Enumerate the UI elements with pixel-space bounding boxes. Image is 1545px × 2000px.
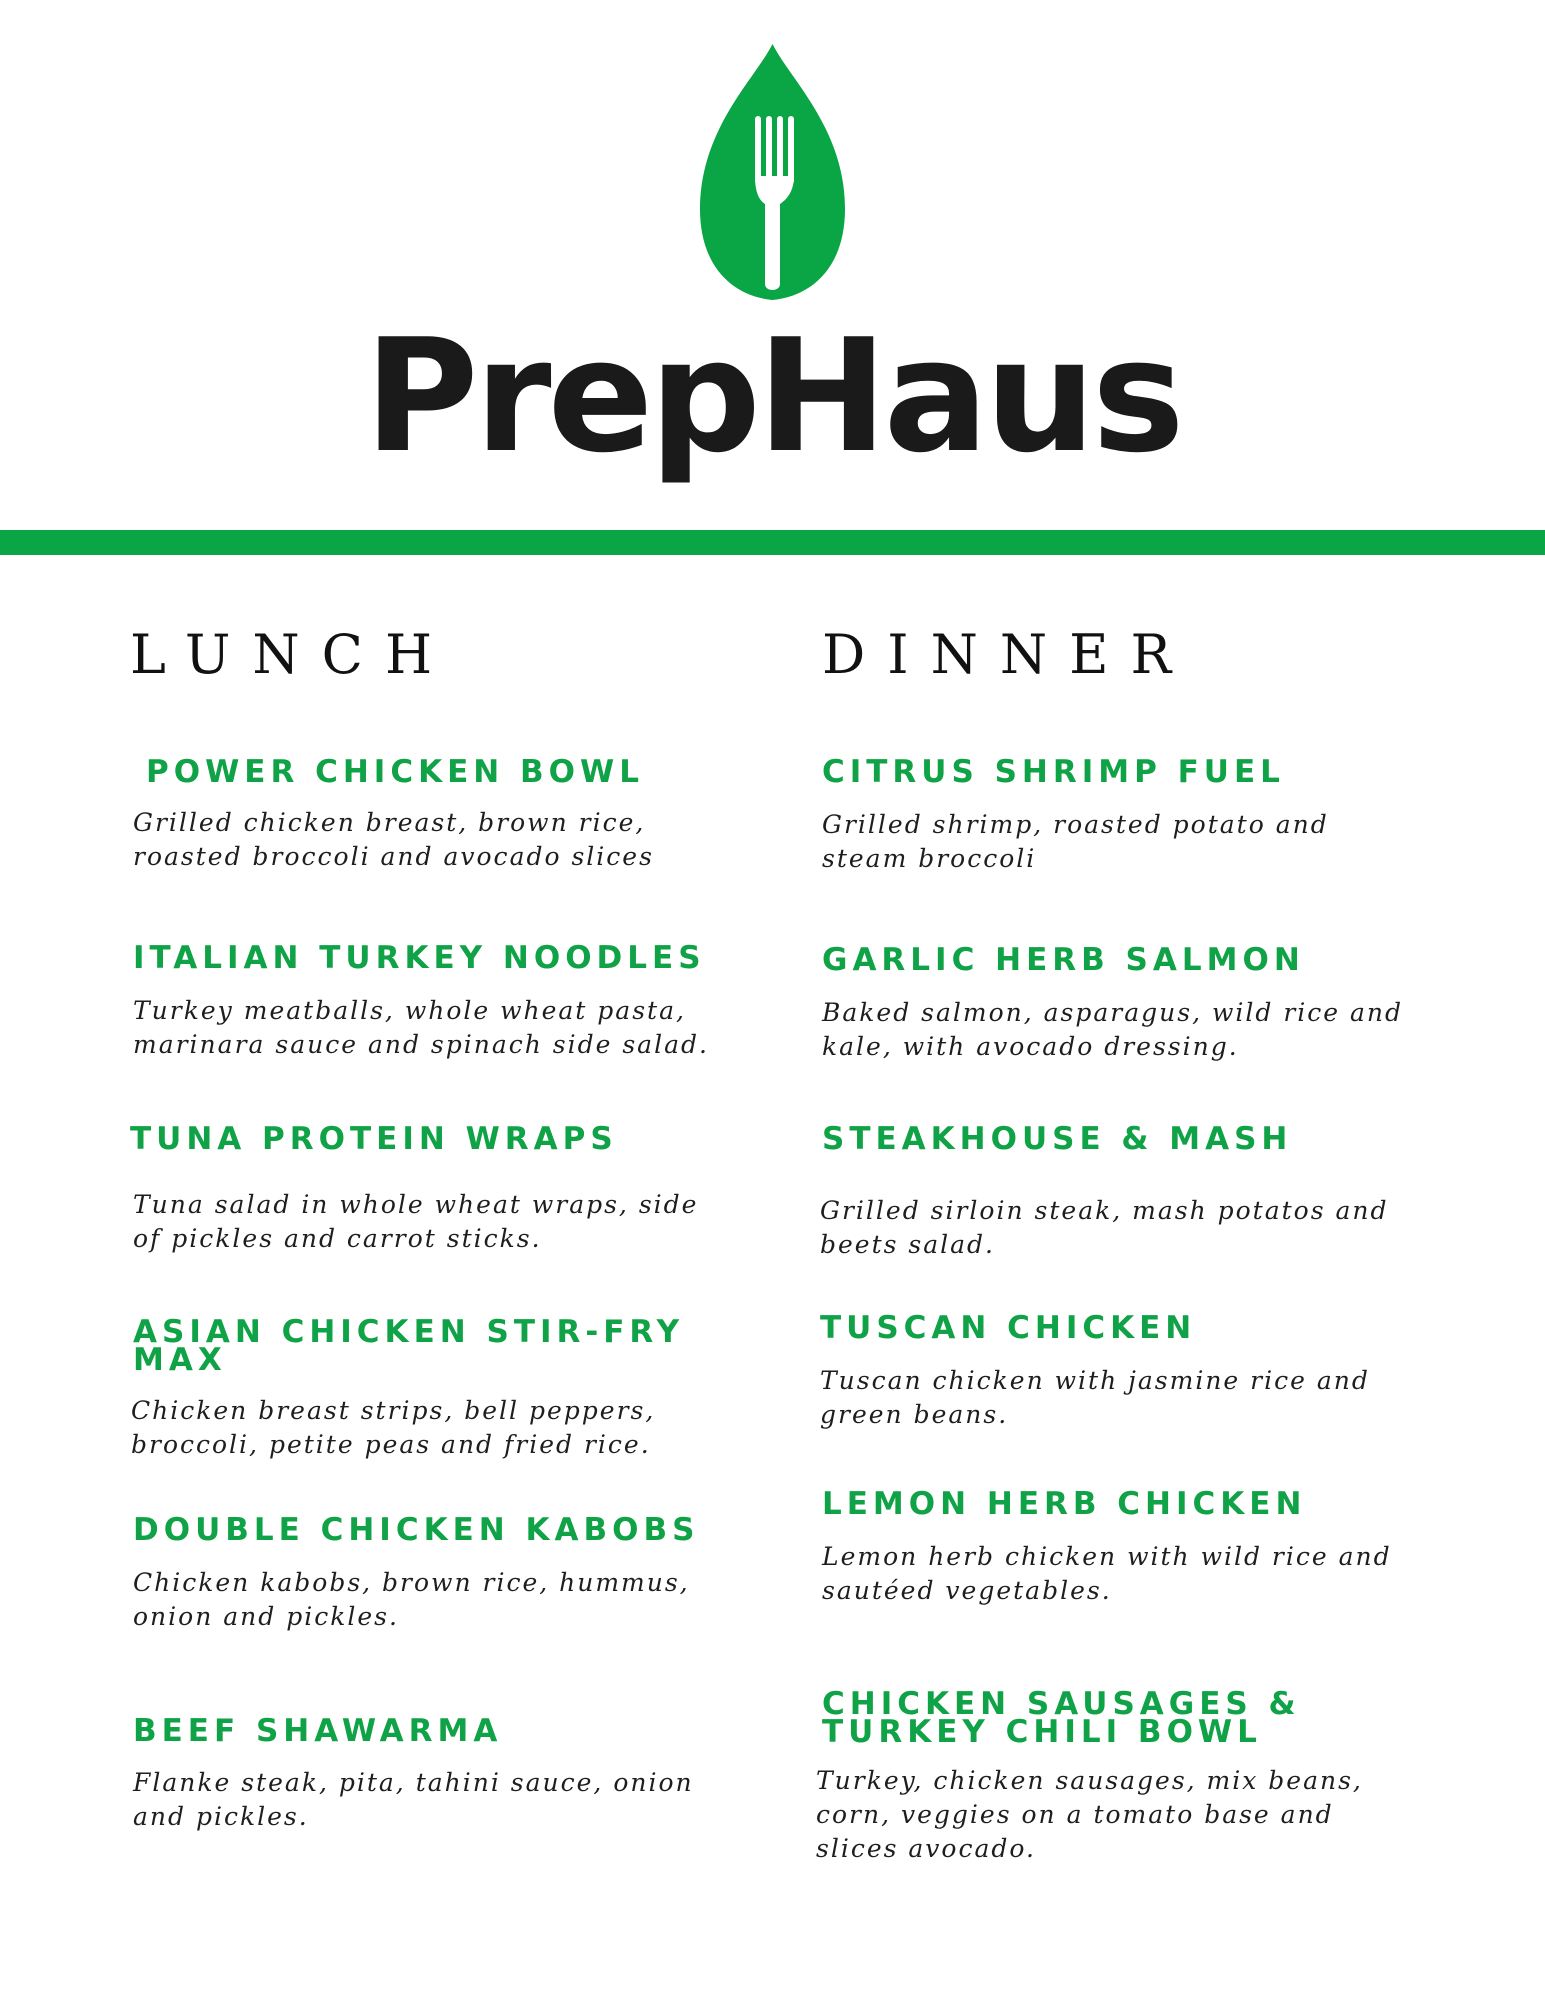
item-title: TUSCAN CHICKEN — [820, 1310, 1197, 1346]
dinner-item — [820, 1310, 1420, 1346]
item-description: Lemon herb chicken with wild rice and sautéed vegetables. — [822, 1542, 1392, 1605]
item-title: ITALIAN TURKEY NOODLES — [133, 940, 706, 976]
item-title: CHICKEN SAUSAGES & TURKEY CHILI BOWL — [822, 1686, 1301, 1750]
dinner-item-desc — [820, 1194, 1420, 1262]
item-title: GARLIC HERB SALMON — [822, 942, 1305, 978]
dinner-heading: DINNER — [822, 623, 1194, 686]
lunch-item-desc — [133, 1188, 733, 1256]
dinner-item — [822, 942, 1422, 978]
dinner-item — [822, 1486, 1422, 1522]
item-description: Grilled shrimp, roasted potato and steam broccoli — [822, 810, 1329, 873]
item-title: ASIAN CHICKEN STIR-FRY MAX — [133, 1314, 685, 1378]
item-title: CITRUS SHRIMP FUEL — [822, 754, 1285, 790]
item-title: BEEF SHAWARMA — [133, 1713, 503, 1749]
item-description: Chicken kabobs, brown rice, hummus, onion and pickles. — [133, 1568, 690, 1631]
item-description: Tuna salad in whole wheat wraps, side of pickles and carrot sticks. — [133, 1190, 699, 1253]
lunch-item — [133, 1314, 693, 1378]
lunch-item-desc — [133, 806, 733, 874]
item-description: Tuscan chicken with jasmine rice and green beans. — [820, 1366, 1370, 1429]
item-description: Chicken breast strips, bell peppers, broccoli, petite peas and fried rice. — [131, 1396, 656, 1459]
item-title: TUNA PROTEIN WRAPS — [130, 1121, 618, 1157]
item-title: STEAKHOUSE & MASH — [822, 1121, 1293, 1157]
divider-bar — [0, 530, 1545, 555]
dinner-item-desc — [820, 1364, 1420, 1432]
dinner-item-desc — [822, 996, 1422, 1064]
dinner-item-desc — [816, 1764, 1416, 1866]
item-description: Grilled sirloin steak, mash potatos and beets salad. — [820, 1196, 1389, 1259]
lunch-item — [133, 1512, 733, 1548]
lunch-item-desc — [131, 1394, 731, 1462]
dinner-item-desc — [822, 808, 1422, 876]
item-description: Flanke steak, pita, tahini sauce, onion and pickles. — [133, 1768, 694, 1831]
fork-leaf-icon — [700, 44, 845, 304]
item-description: Grilled chicken breast, brown rice, roasted broccoli and avocado slices — [133, 808, 654, 871]
item-title: DOUBLE CHICKEN KABOBS — [133, 1512, 700, 1548]
lunch-item — [130, 1121, 730, 1157]
dinner-item-desc — [822, 1540, 1422, 1608]
item-description: Turkey, chicken sausages, mix beans, corn, veggies on a tomato base and slices avocado. — [816, 1766, 1363, 1863]
brand-wordmark: PrepHaus — [364, 305, 1181, 487]
item-title: POWER CHICKEN BOWL — [146, 754, 644, 790]
lunch-item-desc — [133, 1766, 733, 1834]
dinner-item — [822, 1121, 1422, 1157]
lunch-item — [133, 1713, 733, 1749]
item-title: LEMON HERB CHICKEN — [822, 1486, 1307, 1522]
lunch-item-desc — [133, 994, 733, 1062]
logo — [0, 0, 1545, 520]
item-description: Baked salmon, asparagus, wild rice and kale, with avocado dressing. — [822, 998, 1404, 1061]
lunch-item — [133, 940, 733, 976]
dinner-item — [822, 1686, 1382, 1750]
dinner-item — [822, 754, 1422, 790]
lunch-heading: LUNCH — [130, 623, 455, 686]
lunch-item-desc — [133, 1566, 733, 1634]
item-description: Turkey meatballs, whole wheat pasta, marinara sauce and spinach side salad. — [133, 996, 709, 1059]
lunch-item — [146, 754, 746, 790]
